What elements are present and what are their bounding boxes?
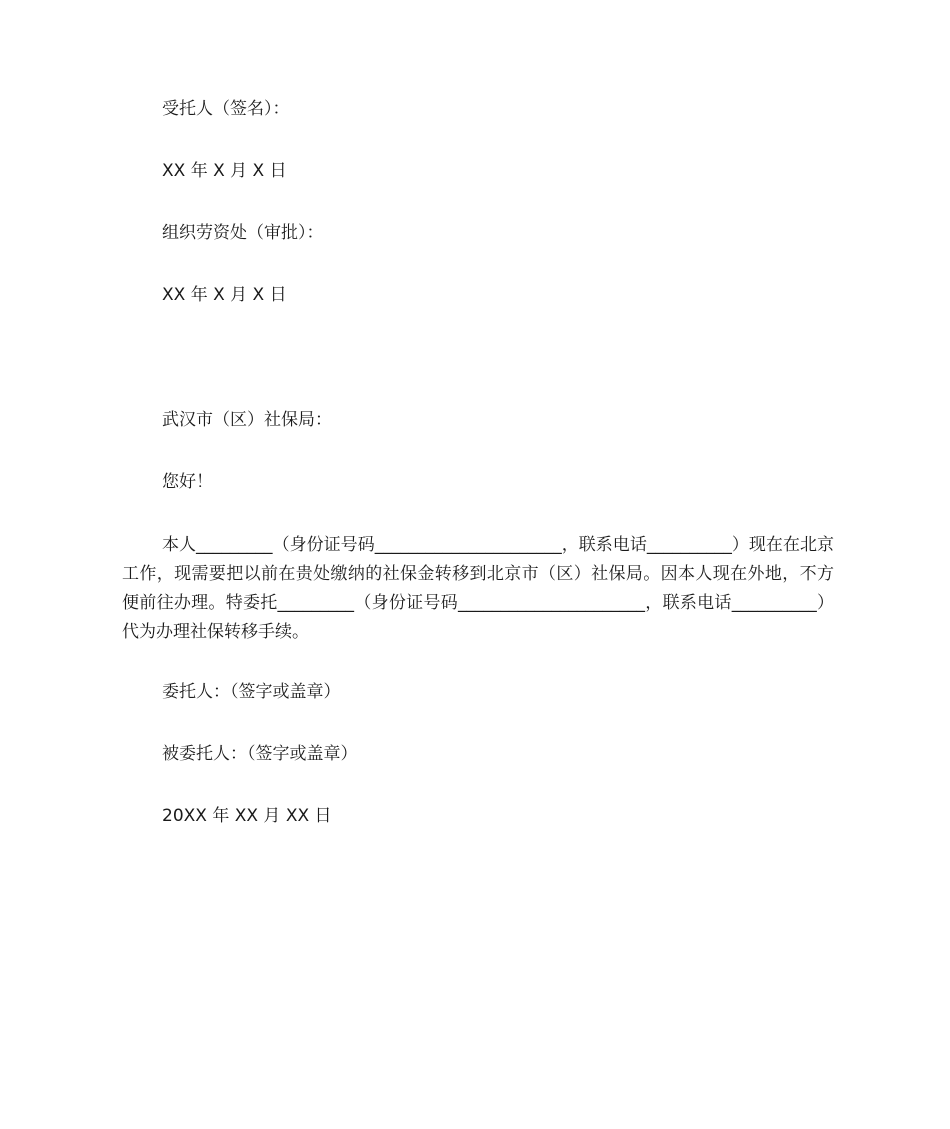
date-line-2: XX 年 X 月 X 日 [162,285,287,305]
agent-signature-line: 被委托人：（签字或盖章） [162,744,358,764]
letter-body: 本人_________（身份证号码______________________，联系电话__________）现在在北京工作，现需要把以前在贵处缴纳的社保金转移到北京市（区）社保局。因本人现在外地，不方便前往办理。特委托_________（身份证号码______________________，联系电话__________）代为办理社保转移手续。 [122,535,834,642]
hr-approval-line: 组织劳资处（审批）： [162,223,324,243]
letter-date: 20XX 年 XX 月 XX 日 [162,806,332,826]
principal-signature-line: 委托人：（签字或盖章） [162,682,341,702]
date-line-1: XX 年 X 月 X 日 [162,161,287,181]
letter-recipient: 武汉市（区）社保局： [162,410,332,430]
letter-greeting: 您好！ [162,472,213,492]
trustee-signature-line: 受托人（签名）： [162,99,290,119]
